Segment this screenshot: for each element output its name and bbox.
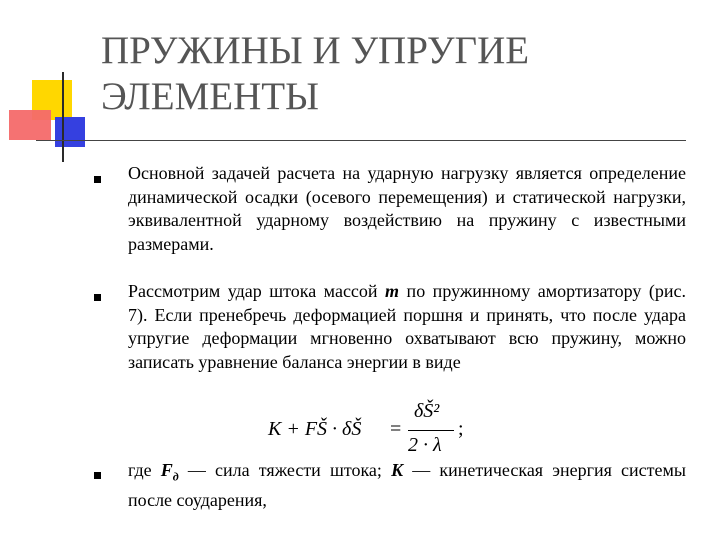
formula-equals: =	[390, 418, 402, 440]
decorative-blue-square	[55, 117, 85, 147]
bullet-2-text-before: Рассмотрим удар штока массой	[128, 281, 386, 301]
formula-semicolon: ;	[458, 418, 464, 440]
bullet-2-mass-symbol: m	[385, 281, 400, 301]
bullet-3-text-after: — кинетическая энергия системы после соударения,	[128, 460, 686, 511]
slide-title	[101, 28, 701, 120]
formula-numerator: δŠ²	[414, 400, 440, 422]
bullet-marker-icon	[94, 294, 101, 301]
bullet-text-2	[128, 280, 686, 374]
decorative-vertical-line	[62, 72, 64, 162]
bullet-3-energy-symbol: K	[391, 460, 404, 480]
slide-title-line-1: ПРУЖИНЫ И УПРУГИЕ	[101, 29, 530, 72]
formula-denominator: 2 · λ	[408, 434, 442, 456]
formula-fraction-bar	[408, 430, 454, 431]
energy-balance-formula	[262, 402, 492, 460]
bullet-text-3	[128, 459, 686, 513]
bullet-marker-icon	[94, 176, 101, 183]
formula-lhs: K + FŠ · δŠ	[268, 418, 362, 440]
decorative-red-rectangle	[9, 110, 51, 140]
bullet-marker-icon	[94, 472, 101, 479]
title-underline	[36, 140, 686, 141]
bullet-3-text-before: где	[128, 460, 161, 480]
bullet-3-text-mid: — сила тяжести штока;	[178, 460, 392, 480]
slide-title-line-2: ЭЛЕМЕНТЫ	[101, 75, 320, 118]
bullet-2-text-after: по пружинному амортизатору (рис. 7). Если пренебречь деформацией поршня и принять, что после удара упругие деформации мгновенно охватывают всю пружину, можно записать уравнение баланса энергии в виде	[128, 281, 686, 372]
bullet-3-force-symbol: $F_д$	[160, 460, 179, 484]
bullet-text-1: Основной задачей расчета на ударную нагрузку является определение динамической осадки (осевого перемещения) и статической нагрузки, эквивалентной ударному воздействию на пружину с известными размерами.	[128, 163, 686, 254]
